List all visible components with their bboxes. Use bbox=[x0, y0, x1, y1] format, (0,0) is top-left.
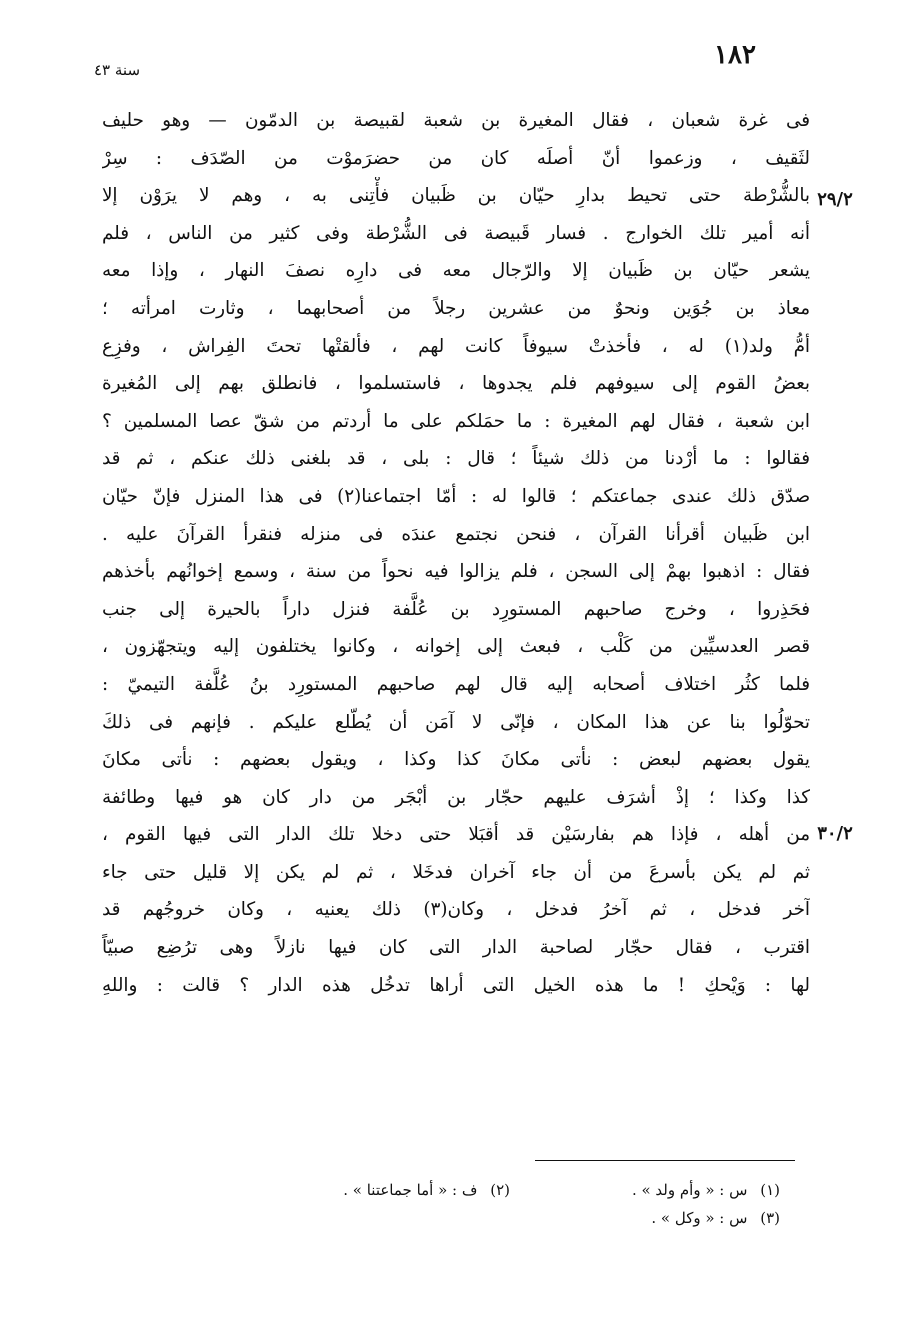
text-line: فى غرة شعبان ، فقال المغيرة بن شعبة لقبيصة بن الدمّون — وهو حليف bbox=[102, 110, 810, 131]
text-line: ثم لم يكن بأسرعَ من أن جاء آخران فدخَلا ، ثم لم يكن إلا قليل حتى جاء bbox=[102, 861, 810, 883]
text-line: كذا وكذا ؛ إذْ أشرَف عليهم حجّار بن أبْجَر من دار كان هو فيها وطائفة bbox=[102, 786, 810, 808]
text-line: آخر فدخل ، ثم آخرُ فدخل ، وكان(٣) ذلك يعنيه ، وكان خروجُهم قد bbox=[102, 899, 810, 921]
text-line: فقال : اذهبوا بهمْ إلى السجن ، فلم يزالوا فيه نحواً من سنة ، وسمع إخوانُهم بأخذهم bbox=[102, 561, 810, 583]
text-line: يقول بعضهم لبعض : نأتى مكانَ كذا وكذا ، ويقول بعضهم : نأتى مكانَ bbox=[102, 749, 810, 771]
text-line: أنه أمير تلك الخوارج . فسار قَبيصة فى الشُّرْطة وفى كثير من الناس ، فلم bbox=[102, 222, 810, 244]
text-line: بعضُ القوم إلى سيوفهم فلم يجدوها ، فاستسلموا ، فانطلق بهم إلى المُغيرة bbox=[102, 373, 810, 395]
footnote-text: س : « وأم ولد » . bbox=[631, 1181, 748, 1199]
main-text bbox=[102, 102, 810, 1004]
text-line: معاذ بن جُوَين ونحوٌ من عشرين رجلاً من أصحابهما ، وثارت امرأته ؛ bbox=[102, 297, 810, 319]
text-line: فحَذِروا ، وخرج صاحبهم المستورِد بن عُلَّفة فنزل داراً بالحيرة إلى جنب bbox=[102, 598, 810, 620]
year-header: سنة ٤٣ bbox=[93, 61, 141, 79]
footnote-item bbox=[510, 1204, 780, 1232]
text-line: يشعر حيّان بن ظَبيان إلا والرّجال معه فى دارِه نصفَ النهار ، وإذا معه bbox=[102, 260, 810, 282]
footnote-item bbox=[510, 1176, 780, 1204]
footnote-text: ف : « أما جماعتنا » . bbox=[343, 1181, 478, 1199]
footnote-text: س : « وكل » . bbox=[651, 1209, 748, 1227]
page-number: ١٨٢ bbox=[714, 40, 756, 70]
text-line: من أهله ، فإذا هم بفارسَيْن قد أقبَلا حتى دخلا تلك الدار التى فيها القوم ، bbox=[102, 824, 810, 846]
footnote-number: (٣) bbox=[760, 1209, 780, 1227]
text-line: أمُّ ولد(١) له ، فأخذتْ سيوفاً كانت لهم ، فألقتْها تحتَ الفِراش ، وفزِع bbox=[102, 335, 810, 357]
text-line: فلما كثُر اختلاف أصحابه إليه قال لهم صاحبهم المستورِد بنُ عُلَّفة التيميّ : bbox=[102, 673, 810, 695]
text-line: اقترب ، فقال حجّار لصاحبة الدار التى كان فيها نازلاً وهى ترُضِع صبيّاً bbox=[102, 937, 810, 959]
text-line: لثَقيف ، وزعموا أنّ أصلَه كان من حضرَموْت من الصّدَف : سِرْ bbox=[102, 147, 810, 169]
footnote-item bbox=[240, 1176, 510, 1204]
margin-reference: ٣٠/٢ bbox=[817, 823, 853, 844]
text-line: ابن ظَبيان أقرأنا القرآن ، فنحن نجتمع عندَه فى منزله فنقرأ القرآنَ عليه . bbox=[102, 523, 810, 545]
text-line: صدّق ذلك عندى جماعتكم ؛ قالوا له : أمّا اجتماعنا(٢) فى هذا المنزل فإنّ حيّان bbox=[102, 485, 810, 507]
text-line: بالشُّرْطة حتى تحيط بدارِ حيّان بن ظَبيان فأْتِنى به ، وهم لا يرَوْن إلا bbox=[102, 185, 810, 207]
text-line: لها : وَيْحكِ ! ما هذه الخيل التى أراها تدخُل هذه الدار ؟ قالت : واللهِ bbox=[102, 974, 810, 996]
text-line: ابن شعبة ، فقال لهم المغيرة : ما حمَلكم على ما أردتم من شقّ عصا المسلمين ؟ bbox=[102, 410, 810, 432]
text-line: تحوّلُوا بنا عن هذا المكان ، فإنّى لا آمَن أن يُطّلع عليكم . فإنهم فى ذلكَ bbox=[102, 711, 810, 733]
footnote-number: (١) bbox=[760, 1181, 780, 1199]
footnotes bbox=[240, 1176, 780, 1232]
footnote-divider bbox=[535, 1160, 795, 1161]
margin-reference: ٢٩/٢ bbox=[817, 189, 853, 210]
text-line: فقالوا : ما أرْدنا من ذلك شيئاً ؛ قال : بلى ، قد بلغنى ذلك عنكم ، ثم قد bbox=[102, 448, 810, 470]
text-line: قصر العدسيِّين من كَلْب ، فبعث إلى إخوانه ، وكانوا يختلفون إليه ويتجهّزون ، bbox=[102, 636, 810, 658]
footnote-number: (٢) bbox=[490, 1181, 510, 1199]
